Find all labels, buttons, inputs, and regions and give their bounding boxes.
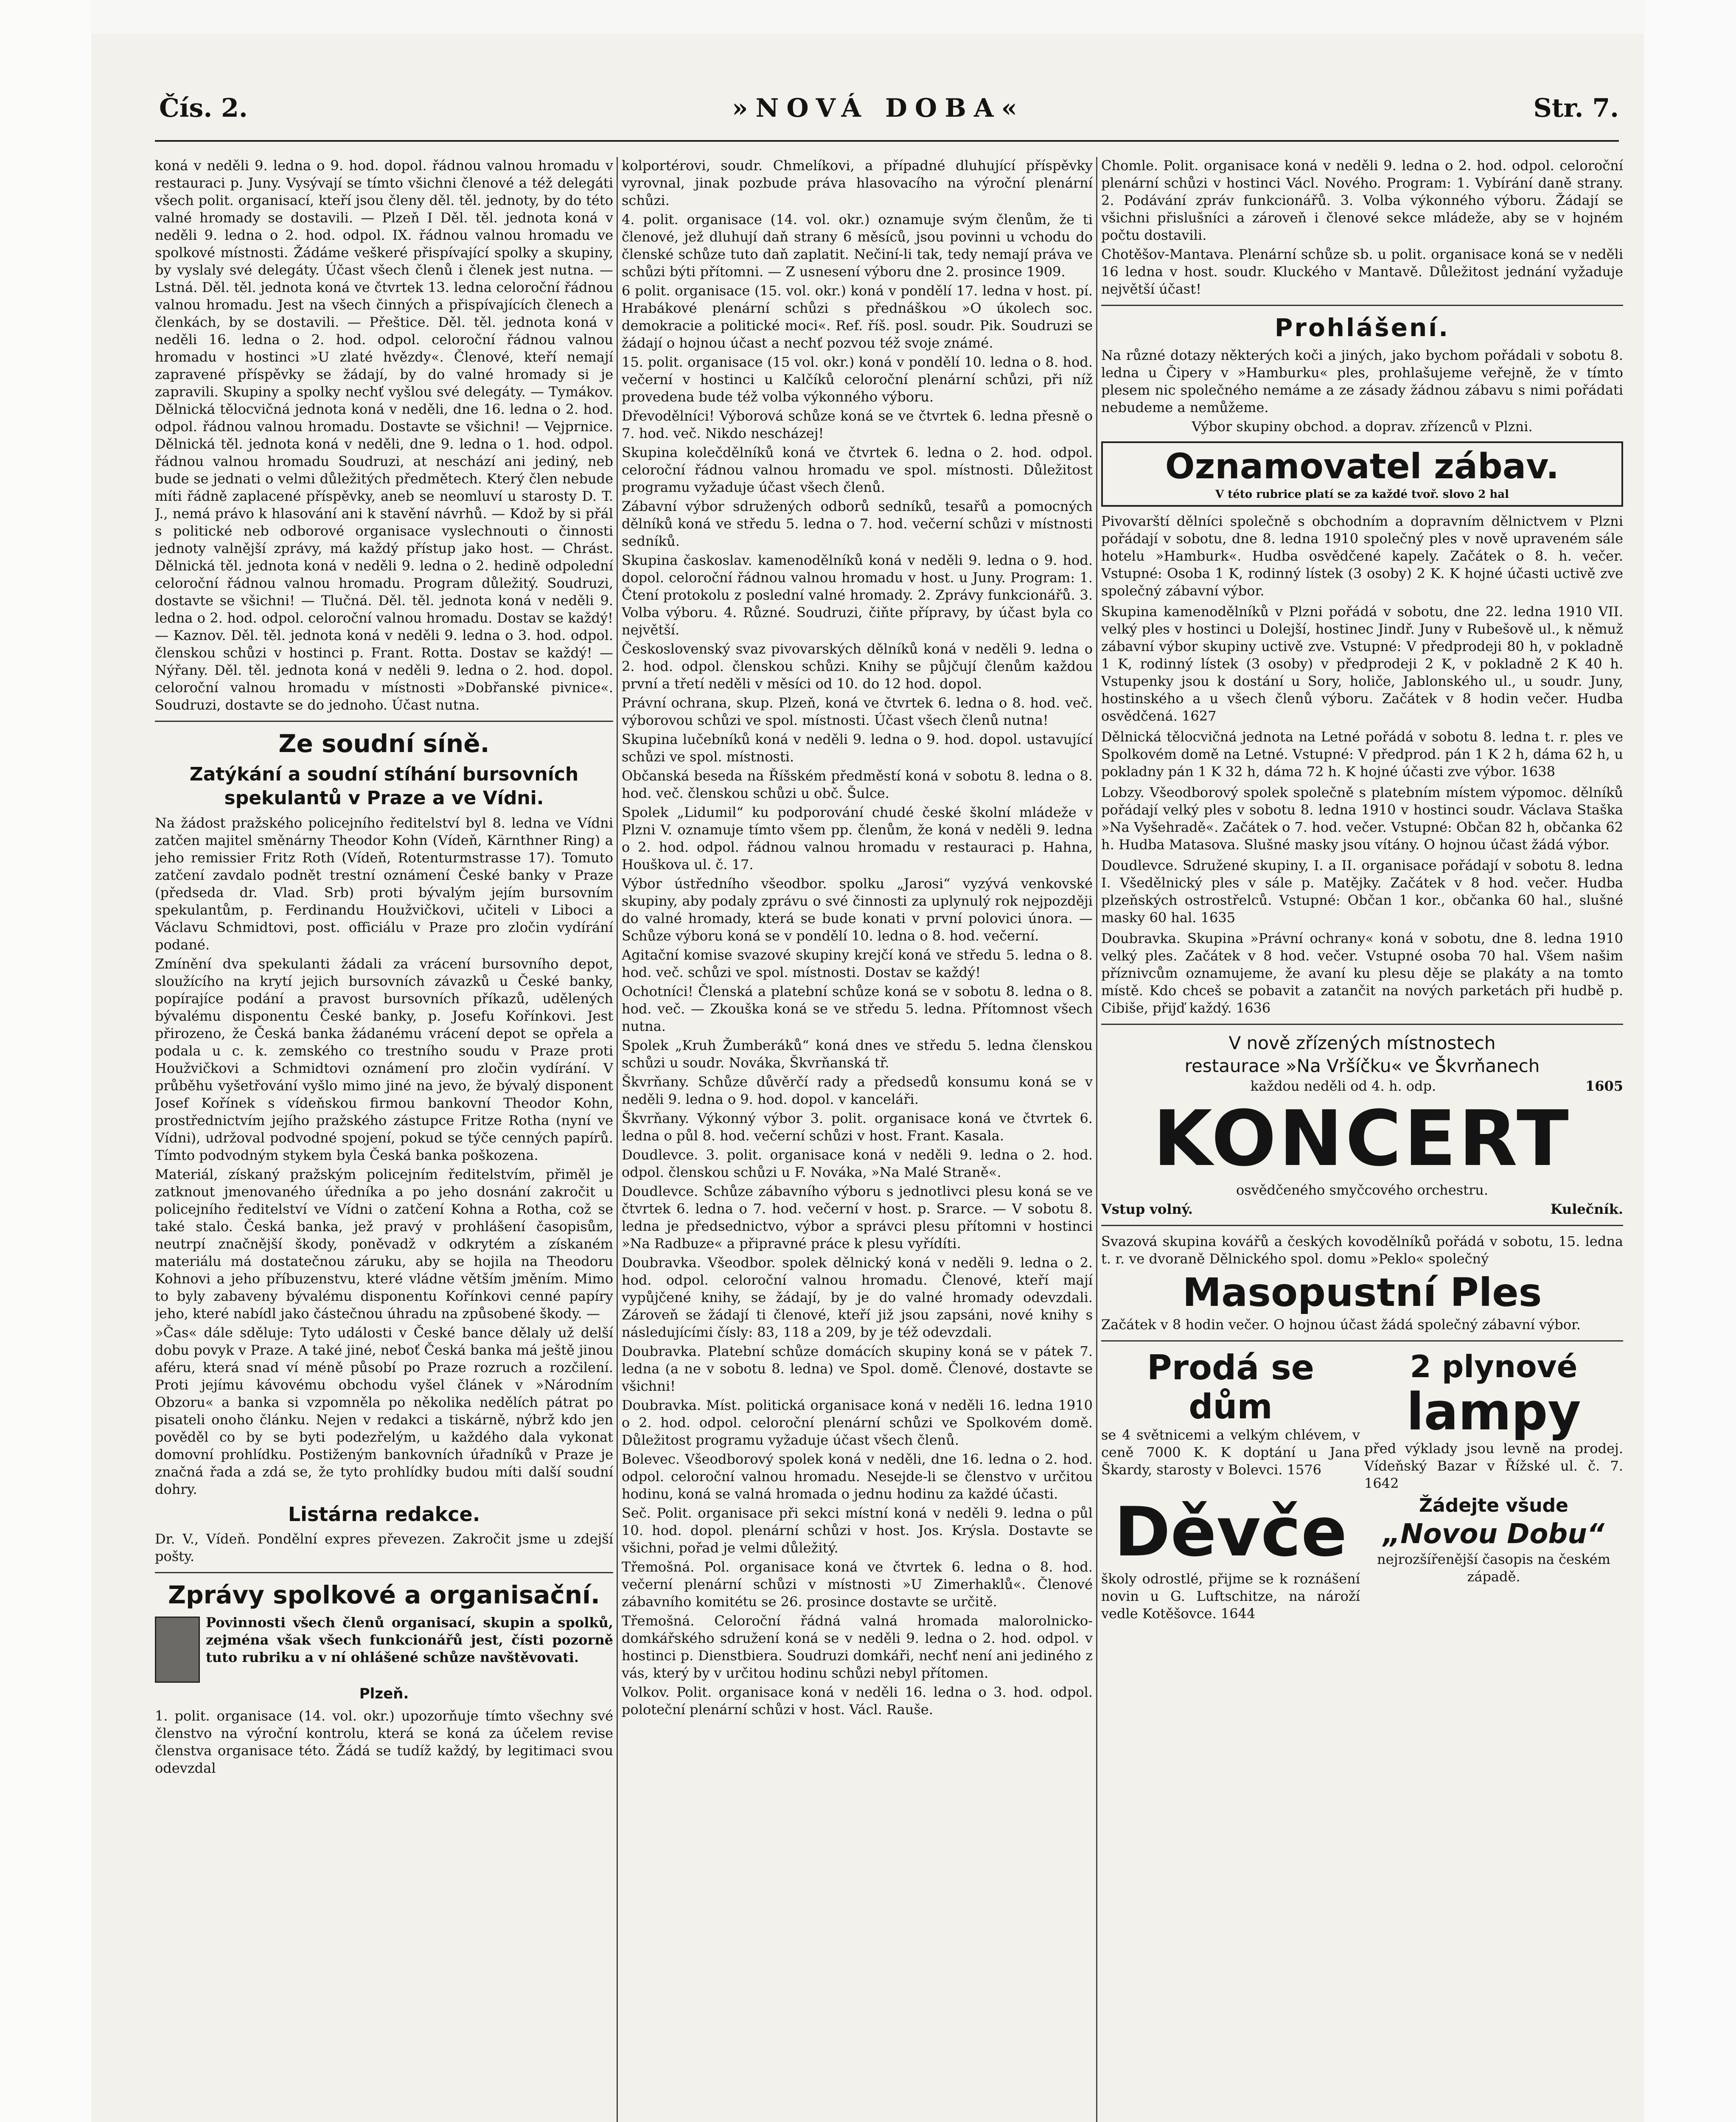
notice-paragraph: 15. polit. organisace (15 vol. okr.) koná v pondělí 10. ledna o 8. hod. večerní v hostinci u Kalčíků celoroční plenární schůzi, při níž provedena bude též volba výkonného výboru. <box>622 354 1093 405</box>
event-ad: Dělnická tělocvičná jednota na Letné pořádá v sobotu 8. ledna t. r. ples ve Spolkovém domě na Letné. Vstupné: V předprod. pán 1 K 2 h, dáma 62 h, u pokladny pán 1 K 32 h, dáma 72 h. K hojné účasti zve výbor. 1638 <box>1101 729 1623 780</box>
page-header <box>159 93 1619 136</box>
notice-paragraph: kolportérovi, soudr. Chmelíkovi, a případné dluhující příspěvky vyrovnal, jinak pozbude práva hlasovacího na výroční plenární schůzi. <box>622 157 1093 208</box>
event-ad: Doudlevce. Sdružené skupiny, I. a II. organisace pořádají v sobotu 8. ledna I. Všedělnický ples v sále p. Matějky. Začátek v 8 hod. večer. Hudba plzeňských ostrostřelců. Vstupné: Občan 1 kor., občanka 60 hal., slušné masky 60 hal. 1635 <box>1101 857 1623 926</box>
notice-paragraph: Škvrňany. Výkonný výbor 3. polit. organisace koná ve čtvrtek 6. ledna o půl 8. hod. večerní schůzi v host. Frant. Kasala. <box>622 1110 1093 1144</box>
scan-top-margin <box>0 0 1736 34</box>
concert-orchestra: osvědčeného smyčcového orchestru. <box>1236 1182 1489 1198</box>
proclamation-signature: Výbor skupiny obchod. a doprav. zřízenců v Plzni. <box>1192 418 1533 435</box>
proclamation-title: Prohlášení. <box>1274 313 1450 342</box>
lamps-text: před výklady jsou levně na prodej. Vídeňský Bazar v Řížské ul. č. 7. 1642 <box>1364 1440 1623 1491</box>
newspaper-title: »NOVÁ DOBA« <box>732 93 1025 123</box>
article-paragraph: Dr. V., Vídeň. Pondělní expres převezen. Zakročit jsme u zdejší pošty. <box>155 1531 613 1564</box>
house-sale-ad <box>1101 1348 1360 1494</box>
place-heading: Plzeň. <box>359 1685 409 1702</box>
section-rule <box>1101 1024 1623 1025</box>
girl-wanted-text: školy odrostlé, přijme se k roznášení novin u G. Luftschitze, na nároží vedle Kotěšovce. 1644 <box>1101 1571 1360 1622</box>
notice-paragraph: Zábavní výbor sdružených odborů sedníků, tesařů a pomocných dělníků koná ve středu 5. ledna o 7. hod. večerní schůzi v místnosti sedníků. <box>622 498 1093 549</box>
notice-paragraph: Doubravka. Míst. politická organisace koná v neděli 16. ledna 1910 o 2. hod. odpol. celoroční plenární schůzi ve Spolkovém domě. Důležitost programu vyžaduje účast všech členů. <box>622 1397 1093 1448</box>
union-ad-text: Svazová skupina kovářů a českých kovodělníků pořádá v sobotu, 15. ledna t. r. ve dvoraně Dělnického spol. domu »Peklo« společný <box>1101 1233 1623 1267</box>
promo-title: „Novou Dobu“ <box>1383 1519 1604 1550</box>
announcements-banner <box>1101 441 1623 507</box>
house-sale-text: se 4 světnicemi a velkým chlévem, v ceně 7000 K. K doptání u Jana Škardy, starosty v Bolevci. 1576 <box>1101 1427 1360 1478</box>
notice-paragraph: Občanská beseda na Říšském předměstí koná v sobotu 8. ledna o 8. hod. več. členskou schůzi u obč. Šulce. <box>622 768 1093 801</box>
notice-paragraph: Doudlevce. Schůze zábavního výboru s jednotlivci plesu koná se ve čtvrtek 6. ledna o 7. hod. večerní v host. p. Srarce. — V sobotu 8. ledna je předsednictvo, výbor a správci plesu přítomni v hostinci »Na Radbuze« a připravné práce k plesu vyřídíti. <box>622 1183 1093 1252</box>
notice-paragraph: Výbor ústředního všeodbor. spolku „Jarosi“ vyzývá venkovské skupiny, aby podaly zprávu o své činnosti za uplynulý rok nejpozději do valné hromady, která se bude konati v první polovici února. — Schůze výboru koná se v pondělí 10. ledna o 8. hod. večerní. <box>622 876 1093 944</box>
lamps-title: lampy <box>1406 1383 1581 1442</box>
header-rule <box>155 140 1619 142</box>
section-title: Listárna redakce. <box>288 1503 480 1526</box>
classified-ads-row-2 <box>1101 1494 1623 1624</box>
section-rule <box>155 721 613 722</box>
event-ad: Pivovarští dělníci společně s obchodním a dopravním dělnictvem v Plzni pořádají v sobotu, dne 8. ledna 1910 společný ples v nově upraveném sále hotelu »Hamburk«. Hudba osvědčené kapely. Začátek o 8. h. večer. Vstupné: Osoba 1 K, rodinný lístek (3 osoby) 2 K. K hojné účasti uctivě zve společný zábavní výbor. <box>1101 513 1623 599</box>
house-sale-title-2: dům <box>1189 1387 1273 1426</box>
rubric-emblem-image <box>155 1617 200 1683</box>
event-ad: Doubravka. Skupina »Právní ochrany« koná v sobotu, dne 8. ledna 1910 velký ples. Začátek v 8 hod. večer. Vstupné osoba 70 hal. Všem našim příznivcům oznamujeme, že avaní ku plesu děje se plakáty a na tomto místě. Kdo chceš se pobavit a zatančit na nových parketách při hudbě p. Cibiše, přijď každý. 1636 <box>1101 930 1623 1016</box>
column-divider-1 <box>617 157 618 2122</box>
section-rule <box>1101 1340 1623 1342</box>
banner-subtitle: V této rubrice platí se za každé tvoř. slovo 2 hal <box>1215 488 1509 501</box>
concert-entry: Vstup volný. <box>1101 1201 1193 1217</box>
newspaper-page <box>91 34 1644 2122</box>
concert-intro-1: V nově zřízených místnostech <box>1228 1033 1496 1053</box>
concert-time-text: každou neděli od 4. h. odp. <box>1250 1078 1436 1094</box>
girl-wanted-title: Děvče <box>1114 1492 1347 1572</box>
rubric-intro: Povinnosti všech členů organisací, skupin a spolků, zejména však všech funkcionářů jest, čísti pozorně tuto rubriku a v ní ohlášené schůze navštěvovati. <box>206 1614 613 1665</box>
notice-paragraph: Právní ochrana, skup. Plzeň, koná ve čtvrtek 6. ledna o 8. hod. več. výborovou schůzi ve spol. místnosti. Účast všech členů nutna! <box>622 695 1093 728</box>
notice-paragraph: Skupina lučebníků koná v neděli 9. ledna o 9. hod. dopol. ustavující schůzi ve spol. místnosti. <box>622 731 1093 765</box>
notice-paragraph: Československý svaz pivovarských dělníků koná v neděli 9. ledna o 2. hod. odpol. členskou schůzi. Knihy se půjčují členům každou první a třetí neděli v měsíci od 10. do 12 hod. dopol. <box>622 641 1093 692</box>
concert-intro-2: restaurace »Na Vršíčku« ve Škvrňanech <box>1184 1055 1540 1076</box>
notice-paragraph: Doubravka. Platební schůze domácích skupiny koná se v pátek 7. ledna (a ne v sobotu 8. ledna) ve Spol. domě. Členové, dostavte se všichni! <box>622 1343 1093 1394</box>
article-paragraph: Materiál, získaný pražským policejním ředitelstvím, přiměl je zatknout jmenovaného úředníka a po jeho dosnání zakročit u policejního ředitelství ve Vídni o zatčení Kohna a Rotha, což se také stalo. Česká banka, jež pravý v prohlášení časopisům, neutrpí značnější škody, poněvadž v odkrytém a získaném materiálu má dostatečnou záruku, aby se hojila na Theodoru Kohnovi a jeho příbuzenstvu, které vládne větším jměním. Mimo to byly zabaveny bývalému disponentu Kořínkovi cenné papíry jeho, které nabídl jako částečnou úhradu na způsobené škody. — <box>155 1166 613 1322</box>
section-title: Ze soudní síně. <box>278 729 490 758</box>
newspaper-promo-ad <box>1364 1494 1623 1624</box>
notice-paragraph: 4. polit. organisace (14. vol. okr.) oznamuje svým členům, že ti členové, jež dluhují daň strany 6 měsíců, jsou povinni u vchodu do členské schůze tuto daň zaplatit. Nečiní-li tak, tedy nemají práva ve schůzi býti přítomni. — Z usnesení výboru dne 2. prosince 1909. <box>622 211 1093 280</box>
notice-paragraph: Doudlevce. 3. polit. organisace koná v neděli 9. ledna o 2. hod. odpol. členskou schůzi u F. Nováka, »Na Malé Straně«. <box>622 1147 1093 1180</box>
article-paragraph: Na žádost pražského policejního ředitelství byl 8. ledna ve Vídni zatčen majitel směnárny Theodor Kohn (Vídeň, Kärnthner Ring) a jeho remissier Fritz Roth (Vídeň, Rotenturmstrasse 17). Tomuto zatčení zavdalo podnět trestní oznámení České banky v Praze (předseda dr. Vlad. Srb) proti bývalým jejím bursovním spekulantům, p. Ferdinandu Houžvičkovi, učiteli v Liboci a Václavu Schmidtovi, post. officiálu v Praze pro zločin vydírání podané. <box>155 815 613 953</box>
notice-paragraph: Chomle. Polit. organisace koná v neděli 9. ledna o 2. hod. odpol. celoroční plenární schůzi v hostinci Václ. Nového. Program: 1. Vybírání daně strany. 2. Podávání zpráv funkcionářů. 3. Volba výkonného výboru. Žádají se všichni přislušníci a zároveň i členové sekce mládeže, aby se v hojném počtu dostavili. <box>1101 157 1623 243</box>
article-paragraph: »Čas« dále sděluje: Tyto události v České bance dělaly už delší dobu povyk v Praze. A také jiné, neboť Česká banka má ještě jinou aféru, která snad ví méně působí po Praze rozruch a rozčilení. Proti jejímu kávovému obchodu vyšel článek v »Národním Obzoru« a banka si vzpomněla po několika nedělích pátrat po pisateli onoho článku. Nejen v redakci a tiskárně, nýbrž kdo jen pověděl co by se byti podezřelým, u každého dala vykonat domovní prohlídku. Postiženým bankovních úřadníků v Praze je značná řada a zdá se, že tyto prohlídky budou míti další soudní dohry. <box>155 1325 613 1497</box>
concert-title: KONCERT <box>1153 1095 1571 1183</box>
carnival-ball-title: Masopustní Ples <box>1182 1270 1542 1315</box>
column-2 <box>622 157 1093 2122</box>
girl-wanted-ad <box>1101 1494 1360 1624</box>
notice-paragraph: Skupina časkoslav. kamenodělníků koná v neděli 9. ledna o 9. hod. dopol. celoroční řádnou valnou hromadu v host. u Juny. Program: 1. Čtení protokolu z poslední valné hromady. 2. Zprávy funkcionářů. 3. Volba výboru. 4. Různé. Soudruzi, čiňte přípravy, by účast byla co největší. <box>622 552 1093 638</box>
notice-paragraph: Volkov. Polit. organisace koná v neděli 16. ledna o 3. hod. odpol. poloteční plenární schůzi v host. Václ. Rauše. <box>622 1684 1093 1718</box>
promo-text: nejrozšířenější časopis na českém západě. <box>1377 1551 1610 1585</box>
notice-paragraph: Ochotníci! Členská a platební schůze koná se v sobotu 8. ledna o 8. hod. več. — Zkouška koná se ve středu 5. ledna. Přítomnost všech nutna. <box>622 983 1093 1034</box>
ad-number: 1605 <box>1585 1078 1623 1094</box>
notice-paragraph: Chotěšov-Mantava. Plenární schůze sb. u polit. organisace koná se v neděli 16 ledna v host. soudr. Kluckého v Mantavě. Důležitost jednání vyžaduje největší účast! <box>1101 246 1623 297</box>
lamps-pretitle: 2 plynové <box>1410 1349 1578 1384</box>
section-title: Zprávy spolkové a organisační. <box>168 1580 600 1609</box>
house-sale-title-1: Prodá se <box>1147 1348 1315 1387</box>
concert-time <box>1101 1078 1623 1095</box>
section-rule <box>155 1572 613 1573</box>
scan-left-margin <box>0 0 91 2122</box>
event-ad: Lobzy. Všeodborový spolek společně s platebním místem výpomoc. dělníků pořádají velký ples v sobotu 8. ledna 1910 v hostinci soudr. Václava Staška »Na Vyšehradě«. Začátek o 7. hod. večer. Vstupné: Občan 82 h, občanka 62 h. Hudba Matasova. Slušné masky jsou vítány. O hojnou účast žádá výbor. <box>1101 784 1623 853</box>
notice-paragraph: Bolevec. Všeodborový spolek koná v neděli, dne 16. ledna o 2. hod. odpol. celoroční valnou hromadu. Nesejde-li se členstvo v určitou hodinu, koná se valná hromada o jednu hodinu za každé účasti. <box>622 1451 1093 1502</box>
page-number: Str. 7. <box>1533 93 1619 123</box>
classified-ads-row <box>1101 1348 1623 1494</box>
scan-right-margin <box>1645 0 1736 2122</box>
column-1 <box>155 157 613 2122</box>
article-headline: Zatýkání a soudní stíhání bursovních spekulantů v Praze a ve Vídni. <box>189 763 579 809</box>
carnival-ball-text: Začátek v 8 hodin večer. O hojnou účast žádá společný zábavní výbor. <box>1101 1316 1581 1333</box>
article-paragraph: koná v neděli 9. ledna o 9. hod. dopol. řádnou valnou hromadu v restauraci p. Juny. Vysývají se tímto všichni členové a též delegáti všech polit. organisací, kteří jsou členy děl. těl. jednoty, by do této valné hromady se dostavili. — Plzeň I Děl. těl. jednota koná v neděli 9. ledna o 2. hod. odpol. IX. řádnou valnou hromadu ve spolkové místnosti. Žádáme veškeré přispívající spolky a skupiny, by vyslaly své delegáty. Účast všech členů i členek jest nutna. — Lstná. Děl. těl. jednota koná ve čtvrtek 13. ledna celoroční řádnou valnou hromadu. Jest na všech činných a přispívajících členech a členkách, by se dostavili. — Přeštice. Děl. těl. jednota koná v neděli 16. ledna o 2. hod. odpol. celoroční řádnou valnou hromadu v hostinci »U zlaté hvězdy«. Členové, kteří nemají zapravené příspěvky se žádají, by do valné hromady si je zapravili. Skupiny a spolky nechť vyšlou své delegáty. — Tymákov. Dělnická tělocvičná jednota koná v neděli, dne 16. ledna o 2. hod. odpol. řádnou valnou hromadu. Dostavte se všichni! — Vejprnice. Dělnická těl. jednota koná v neděli, dne 9. ledna o 1. hod. odpol. řádnou valnou hromadu Soudruzi, at neschází ani jediný, neb bude se jednati o velmi důležitých předmětech. Který člen nebude míti řádně zaplacené příspěvky, aneb se neomluví u starosty D. T. J., nemá právo k hlasování ani k stavění návrhů. — Kdož by si přál s politické neb odborové organisace vyslechnouti o činnosti jednoty valnější zprávy, má každý přístup jako host. — Chrást. Dělnická těl. jednota koná v neděli 9. ledna o 2. hedině odpolední celoroční řádnou valnou hromadu. Program důležitý. Soudruzi, dostavte se všichni! — Tlučná. Děl. těl. jednota koná v neděli 9. ledna o 2. hod. odpol. celoroční valnou hromadu. Dostav se každý! — Kaznov. Děl. těl. jednota koná v neděli 9. ledna o 3. hod. odpol. členskou schůzi v hostinci p. Frant. Rotta. Dostav se každý! — Nýřany. Děl. těl. jednota koná v neděli 9. ledna o 2. hod. dopol. celoroční valnou hromadu v místnosti »Dobřanské pivnice«. Soudruzi, dostavte se do jednoho. Účast nutna. <box>155 157 613 713</box>
notice-paragraph: 6 polit. organisace (15. vol. okr.) koná v pondělí 17. ledna v host. pí. Hrabákové plenární schůzi s přednáškou »O úkolech soc. demokracie a politické moci«. Ref. říš. posl. soudr. Pik. Soudruzi se žádají o hojnou účast a nechť pozvou též svoje známé. <box>622 283 1093 351</box>
article-paragraph: Zmínění dva spekulanti žádali za vrácení bursovního depot, sloužícího na krytí jejich bursovních závazků u České banky, popírajíce podání a pravost bursovních příkazů, udělených bývalému disponentu České banky, p. Josefu Kořínkovi. Jest přirozeno, že Česká banka žádanému vrácení depot se opřela a podala u c. k. zemského co trestního soudu v Praze proti Houžvičkovi a Schmidtovi oznámení pro zločin vydírání. V průběhu vyšetřování vyšlo mimo jiné na jevo, že bývalý disponent Josef Kořínek s vídeňskou firmou bankovní Theodor Kohn, prostřednictvím jejího pražského zástupce Fritze Rotha (nyní ve Vídni), udržoval podvodné spojení, pokud se týče cenných papírů. Tímto podvodným stykem byla Česká banka poškozena. <box>155 956 613 1163</box>
notice-paragraph: Doubravka. Všeodbor. spolek dělnický koná v neděli 9. ledna o 2. hod. odpol. celoroční valnou hromadu. Členové, kteří mají vypůjčené knihy, se žádají, by je do valné hromady odevzdali. Zároveň se žádají ti členové, kteří již jsou zapsáni, nové knihy s následujícími čísly: 83, 118 a 209, by je též odevzdali. <box>622 1255 1093 1340</box>
issue-number: Čís. 2. <box>159 93 248 123</box>
notice-paragraph: Seč. Polit. organisace při sekci místní koná v neděli 9. ledna o půl 10. hod. dopol. plenární schůzi v host. Jos. Krýsla. Dostavte se všichni, pořad je velmi důležitý. <box>622 1505 1093 1556</box>
notice-paragraph: Třemošná. Celoroční řádná valná hromada malorolnicko-domkářského sdružení koná se v neděli 9. ledna o 2. hod. odpol. v hostinci p. Dienstbiera. Soudruzi domkáři, nechť není ani jediného z vás, který by v určitou hodinu schůzi nebyl přítomen. <box>622 1613 1093 1681</box>
column-3 <box>1101 157 1623 2122</box>
notice-paragraph: Agitační komise svazové skupiny krejčí koná ve středu 5. ledna o 8. hod. več. schůzi ve spol. místnosti. Dostav se každý! <box>622 947 1093 980</box>
event-ad: Skupina kamenodělníků v Plzni pořádá v sobotu, dne 22. ledna 1910 VII. velký ples v hostinci u Dolejší, hostinec Jindř. Juny v Rubešově ul., k němuž zábavní výbor skupiny uctivě zve. Vstupné: V předprodeji 80 h, v pokladně 1 K, rodinný lístek (3 osoby) v předprodeji 2 K, v pokladně 2 K 40 h. Vstupenky jsou k dostání u Sory, holiče, Jablonského ul., u soudr. Juny, hostinského a u všech členů výboru. Začátek v 8 hodin večer. Hudba osvědčená. 1627 <box>1101 603 1623 724</box>
promo-pretitle: Žádejte všude <box>1419 1495 1568 1516</box>
concert-footer <box>1101 1201 1623 1218</box>
column-divider-2 <box>1096 157 1097 2122</box>
section-rule <box>1101 1225 1623 1226</box>
lamps-ad <box>1364 1348 1623 1494</box>
concert-billiards: Kulečník. <box>1550 1201 1623 1217</box>
article-paragraph: 1. polit. organisace (14. vol. okr.) upozorňuje tímto všechny své členstvo na výroční kontrolu, která se koná za účelem revise členstva organisace této. Žádá se tudíž každý, by legitimaci svou odevzdal <box>155 1708 613 1776</box>
banner-title: Oznamovatel zábav. <box>1165 446 1559 487</box>
notice-paragraph: Spolek „Kruh Žumberáků“ koná dnes ve středu 5. ledna členskou schůzi u soudr. Nováka, Škvrňanská tř. <box>622 1037 1093 1071</box>
notice-paragraph: Dřevodělníci! Výborová schůze koná se ve čtvrtek 6. ledna přesně o 7. hod. več. Nikdo nescházej! <box>622 408 1093 441</box>
notice-paragraph: Skupina kolečdělníků koná ve čtvrtek 6. ledna o 2. hod. odpol. celoroční řádnou valnou hromadu ve spol. místnosti. Důležitost programu vyžaduje účast všech členů. <box>622 444 1093 495</box>
notice-paragraph: Třemošná. Pol. organisace koná ve čtvrtek 6. ledna o 8. hod. večerní plenární schůzi v místnosti »U Zimerhaklů«. Členové zábavního komitétu se 26. prosince dostavte se určitě. <box>622 1559 1093 1610</box>
section-rule <box>1101 305 1623 306</box>
notice-paragraph: Škvrňany. Schůze důvěrčí rady a předsedů konsumu koná se v neděli 9. ledna o 9. hod. dopol. v kanceláři. <box>622 1074 1093 1107</box>
notice-paragraph: Spolek „Lidumil“ ku podporování chudé české školní mládeže v Plzni V. oznamuje tímto všem pp. členům, že koná v neděli 9. ledna o 2. hod. odpol. řádnou valnou hromadu v restauraci p. Hahna, Houškova ul. č. 17. <box>622 804 1093 873</box>
proclamation-text: Na různé dotazy některých koči a jiných, jako bychom pořádali v sobotu 8. ledna u Čipery v »Hamburku« ples, prohlašujeme veřejně, že v tímto plesem nic společného nemáme a ze zásady žádnou zábavu s nimi pořádati nebudeme a nemůžeme. <box>1101 347 1623 415</box>
